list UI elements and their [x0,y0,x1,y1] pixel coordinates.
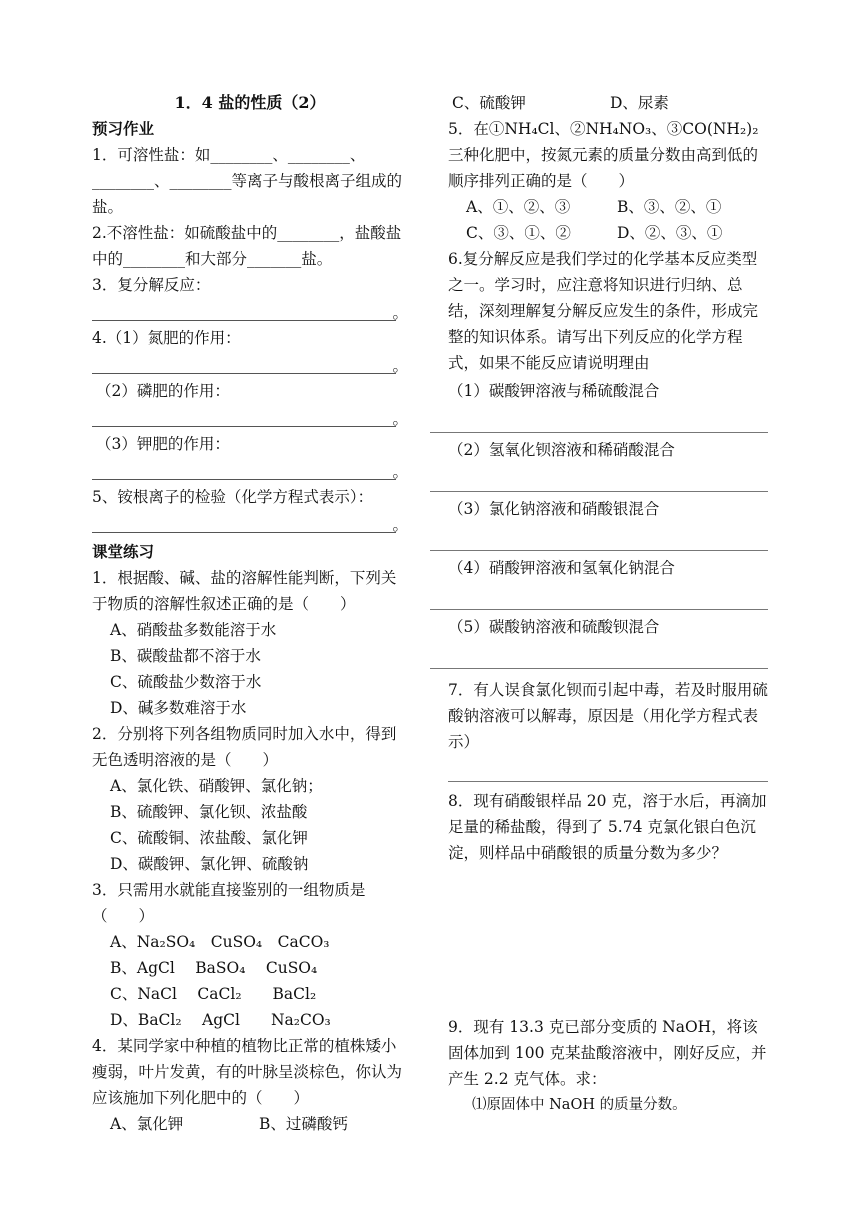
question-2 [92,721,408,877]
option-row [92,1111,408,1137]
option: A、硝酸盐多数能溶于水 [110,621,277,639]
question-8: 8．现有硝酸银样品 20 克，溶于水后，再滴加足量的稀盐酸，得到了 5.74 克氯化银白色沉淀，则样品中硝酸银的质量分数为多少？ [448,792,767,862]
section-heading-classwork: 课堂练习 [92,542,155,561]
answer-line[interactable] [430,530,768,551]
option: C、硫酸钾 [452,94,526,112]
question-1 [92,565,408,721]
option: D、碱多数难溶于水 [110,699,247,717]
option-row [430,220,768,246]
answer-line[interactable] [430,471,768,492]
question-stem: 9．现有 13.3 克已部分变质的 NaOH，将该固体加到 100 克某盐酸溶液中，刚好反应，并产生 2.2 克气体。求： [448,1018,767,1088]
question-stem: 4．某同学家中种植的植物比正常的植株矮小瘦弱，叶片发黄，有的叶脉呈淡棕色，你认为应该施加下列化肥中的（ ） [92,1037,403,1107]
preview-item-7: 5、铵根离子的检验（化学方程式表示）： [92,488,374,506]
sub-question: （3）氯化钠溶液和硝酸银混合 [448,500,660,518]
option: C、③、①、② [466,224,571,242]
option: A、氯化钾 [110,1115,184,1133]
question-stem: 3．只需用水就能直接鉴别的一组物质是（ ） [92,881,366,925]
sub-question: （2）氢氧化钡溶液和稀硝酸混合 [448,441,675,459]
answer-line[interactable] [430,589,768,610]
preview-item-2: 2.不溶性盐：如硫酸盐中的________，盐酸盐中的________和大部分_______盐。 [92,224,402,268]
answer-line[interactable]: 。 [92,457,396,480]
sub-question: （4）硝酸钾溶液和氢氧化钠混合 [448,559,675,577]
answer-line[interactable]: 。 [92,351,396,374]
option: A、①、②、③ [466,198,571,216]
option: D、BaCl₂ AgCl Na₂CO₃ [110,1011,331,1029]
answer-line[interactable]: 。 [92,404,396,427]
option: C、NaCl CaCl₂ BaCl₂ [110,985,317,1003]
preview-item-4: 4.（1）氮肥的作用： [92,329,241,347]
answer-line[interactable]: 。 [92,510,396,533]
option: D、尿素 [610,94,669,112]
option: B、硫酸钾、氯化钡、浓盐酸 [110,803,308,821]
answer-line[interactable] [448,761,768,782]
right-column [430,90,768,1118]
sub-question: （1）碳酸钾溶液与稀硫酸混合 [448,382,660,400]
option: D、②、③、① [617,224,723,242]
sub-question: ⑴原固体中 NaOH 的质量分数。 [472,1097,687,1113]
question-7: 7．有人误食氯化钡而引起中毒，若及时服用硫酸钠溶液可以解毒，原因是（用化学方程式表示） [448,681,768,751]
option: C、硫酸铜、浓盐酸、氯化钾 [110,829,308,847]
sub-question: （5）碳酸钠溶液和硫酸钡混合 [448,618,660,636]
answer-line[interactable] [430,648,768,669]
preview-item-3: 3．复分解反应： [92,276,211,294]
question-stem: 1．根据酸、碱、盐的溶解性能判断，下列关于物质的溶解性叙述正确的是（ ） [92,569,397,613]
option-row [430,194,768,220]
question-4 [92,1033,408,1137]
question-stem: 2．分别将下列各组物质同时加入水中，得到无色透明溶液的是（ ） [92,725,397,769]
section-heading-preview: 预习作业 [92,119,155,138]
preview-item-5: （2）磷肥的作用： [96,382,230,400]
answer-space[interactable] [430,866,768,1014]
option: B、过磷酸钙 [259,1115,348,1133]
answer-line[interactable] [430,412,768,433]
question-5 [430,116,768,246]
option: A、Na₂SO₄ CuSO₄ CaCO₃ [110,933,330,951]
option: B、③、②、① [617,198,722,216]
option: A、氯化铁、硝酸钾、氯化钠； [110,777,323,795]
option: B、AgCl BaSO₄ CuSO₄ [110,959,318,977]
question-stem: 6.复分解反应是我们学过的化学基本反应类型之一。学习时，应注意将知识进行归纳、总结，深刻理解复分解反应发生的条件，形成完整的知识体系。请写出下列反应的化学方程式，如果不能反应请说明理由 [448,250,759,372]
option: C、硫酸盐少数溶于水 [110,673,262,691]
preview-item-1: 1．可溶性盐：如________、________、________、________等离子与酸根离子组成的盐。 [92,146,403,216]
answer-line[interactable]: 。 [92,298,396,321]
left-column [92,90,408,1137]
question-3 [92,877,408,1033]
question-stem: 5．在①NH₄Cl、②NH₄NO₃、③CO(NH₂)₂三种化肥中，按氮元素的质量分数由高到低的顺序排列正确的是（ ） [448,120,759,190]
question-6 [430,246,768,669]
option: B、碳酸盐都不溶于水 [110,647,261,665]
preview-item-6: （3）钾肥的作用： [96,435,230,453]
page-title: 1．4 盐的性质（2） [174,93,326,112]
question-9 [430,1014,768,1118]
option: D、碳酸钾、氯化钾、硫酸钠 [110,855,309,873]
option-row [430,90,768,116]
